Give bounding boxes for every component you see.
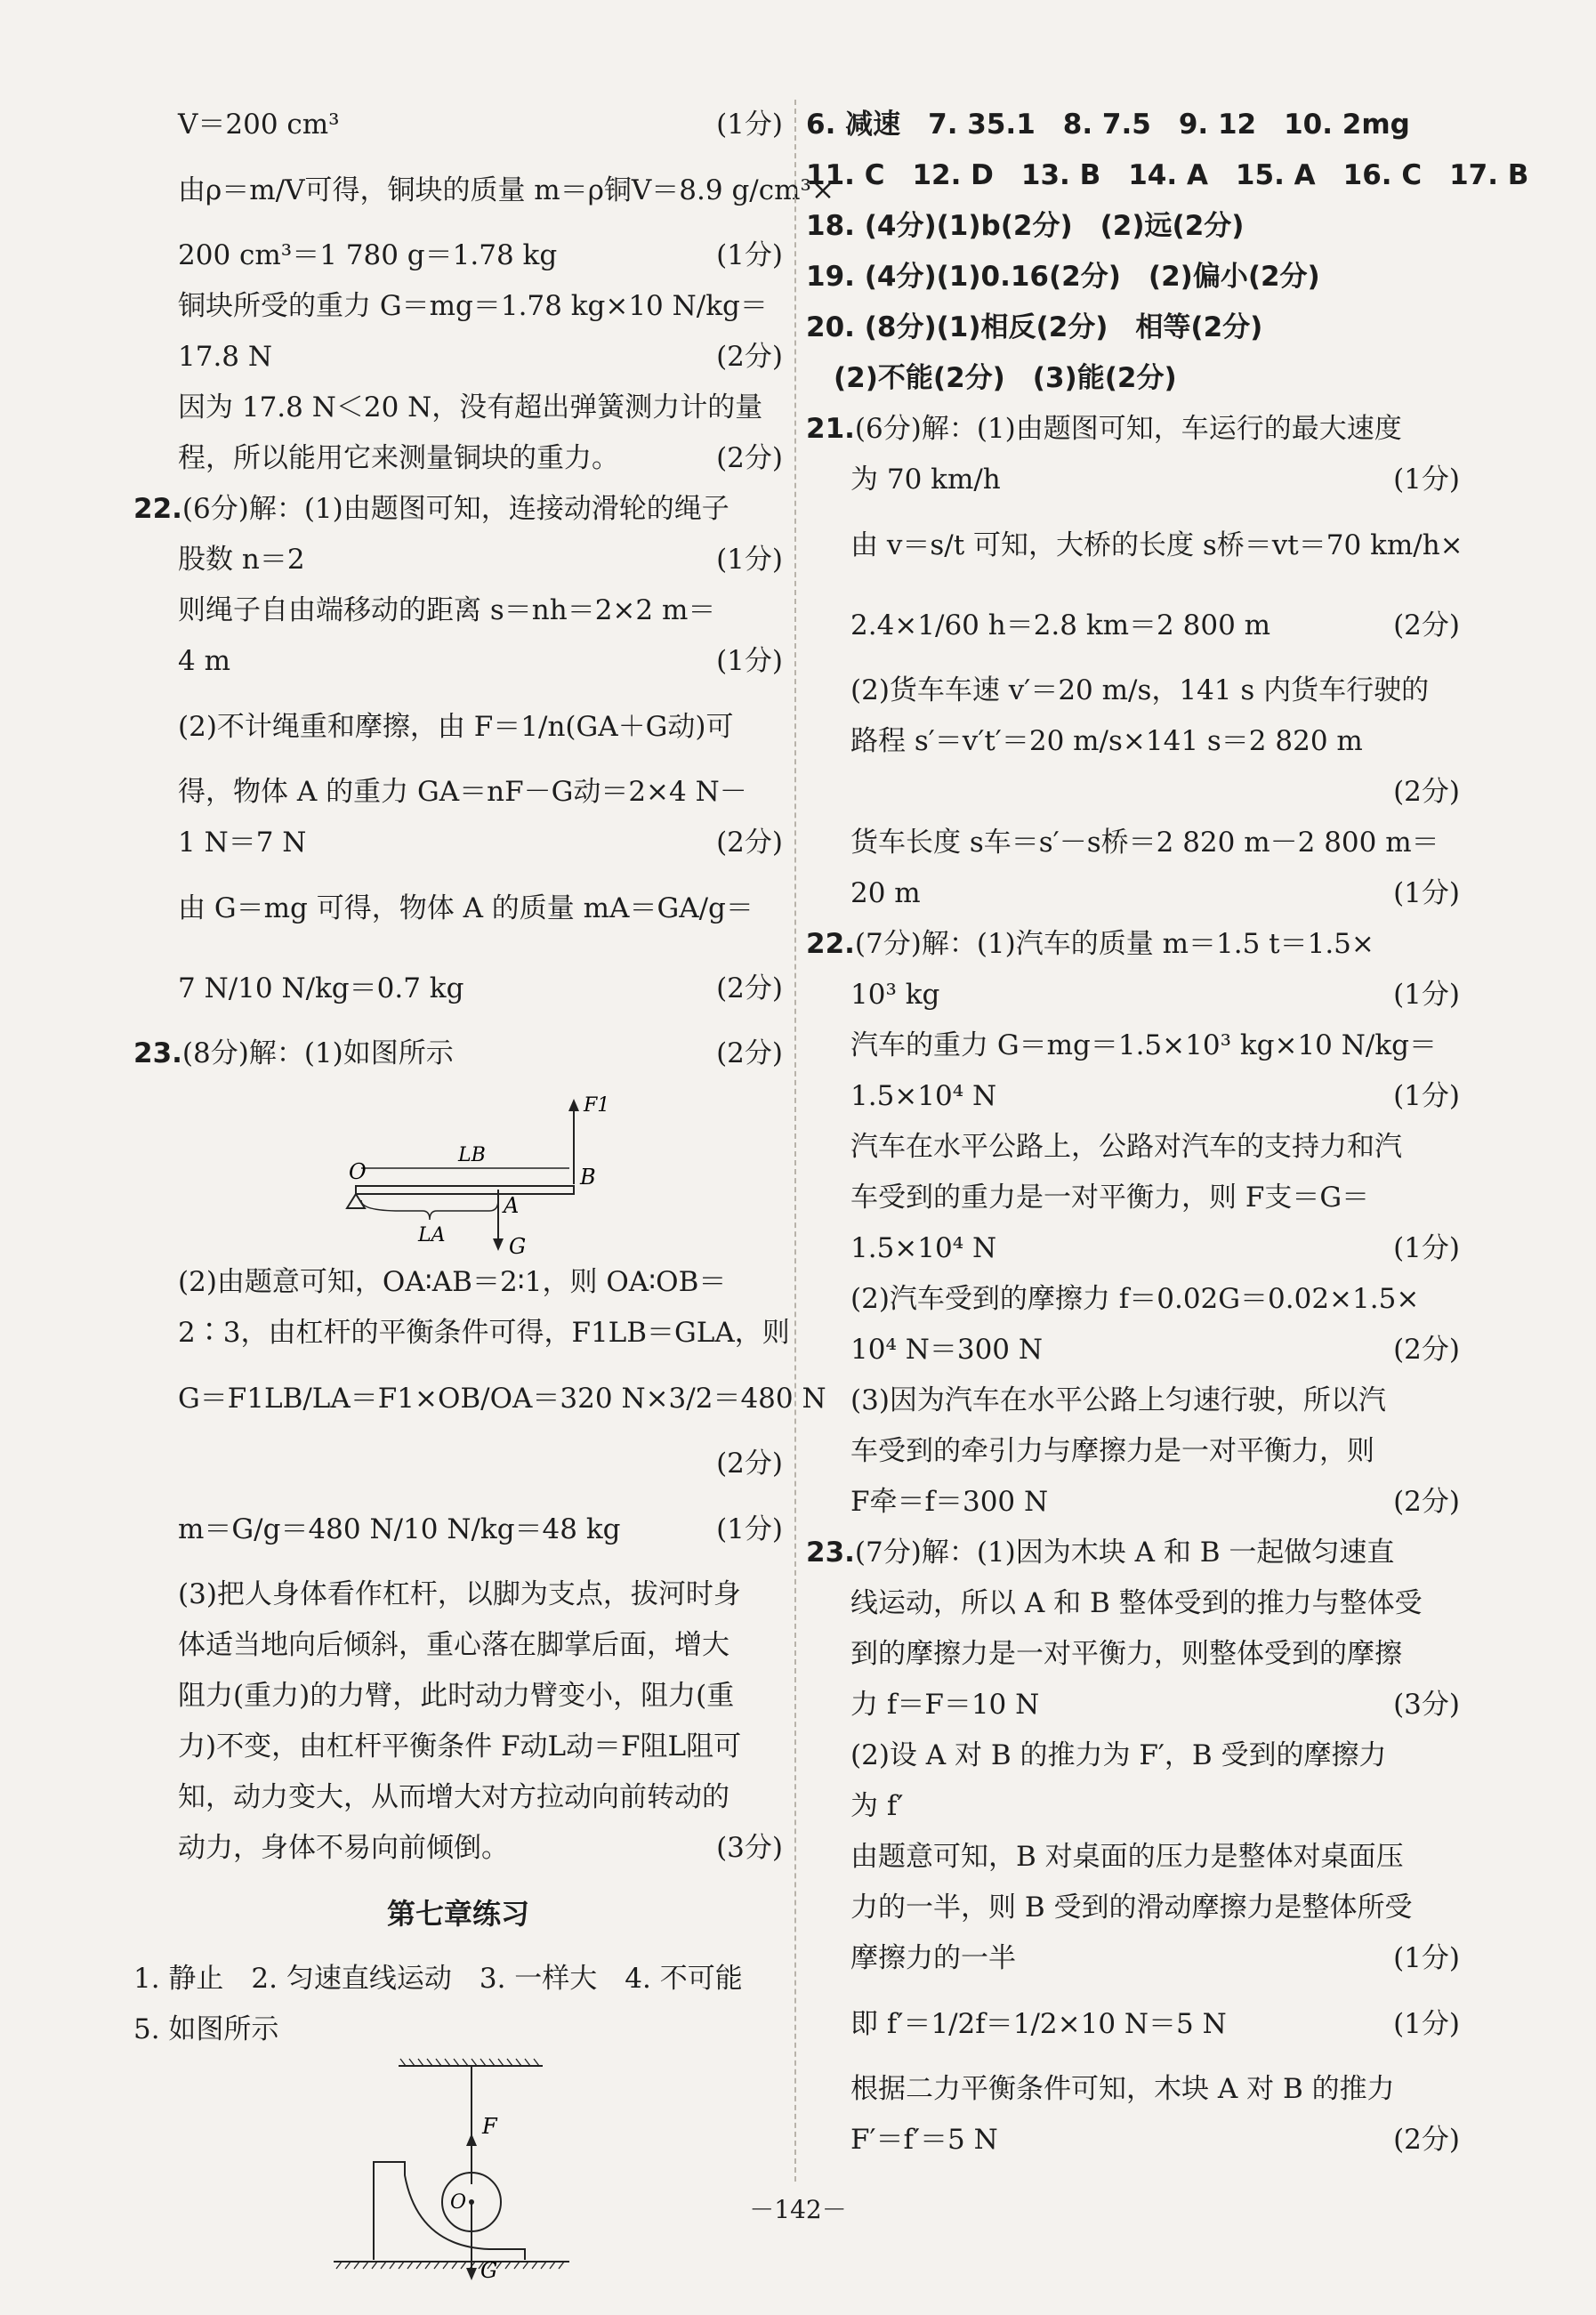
line-text: 由 v＝s/t 可知，大桥的长度 s桥＝vt＝70 km/h× [850, 529, 1463, 561]
question-number: 22. [806, 928, 855, 960]
text-line [133, 383, 783, 433]
score-label: (1分) [716, 1513, 783, 1545]
text-line [806, 505, 1463, 585]
line-text: 1.5×10⁴ N [850, 1080, 997, 1112]
text-line [806, 353, 1460, 404]
right-column [806, 100, 1529, 2166]
score-label: (2分) [716, 1037, 783, 1069]
line-text: 1.5×10⁴ N [850, 1232, 997, 1264]
text-line [133, 1671, 783, 1722]
line-text: (2)由题意可知，OA∶AB＝2∶1，则 OA∶OB＝ [178, 1266, 727, 1298]
line-text: 程，所以能用它来测量铜块的重力。 [178, 442, 619, 474]
label-G2: G [480, 2258, 498, 2283]
line-text: (7分)解：(1)汽车的质量 m＝1.5 t＝1.5× [854, 928, 1374, 960]
score-label: (1分) [716, 645, 783, 677]
line-text: 路程 s′＝v′t′＝20 m/s×141 s＝2 820 m [850, 725, 1363, 757]
text-line [133, 1359, 826, 1439]
line-text: 汽车在水平公路上，公路对汽车的支持力和汽 [850, 1131, 1402, 1163]
text-line [806, 1477, 1460, 1528]
score-label: (2分) [1393, 1486, 1460, 1518]
line-text: 2.4×1/60 h＝2.8 km＝2 800 m [850, 609, 1271, 641]
line-text: 货车长度 s车＝s′－s桥＝2 820 m－2 800 m＝ [850, 827, 1439, 859]
line-text: (6分)解：(1)由题图可知，连接动滑轮的绳子 [181, 493, 729, 525]
line-text: (6分)解：(1)由题图可知，车运行的最大速度 [854, 413, 1402, 445]
text-line [806, 252, 1460, 302]
text-line [133, 1620, 783, 1671]
line-text: 2∶3，由杠杆的平衡条件可得，F1LB＝GLA，则 [178, 1317, 790, 1349]
text-line [133, 1569, 783, 1620]
line-text: F牵＝f＝300 N [850, 1486, 1049, 1518]
text-line [806, 970, 1460, 1020]
label-F: F [482, 2114, 497, 2139]
question-number: 23. [133, 1037, 182, 1069]
ball-force-diagram [133, 2055, 783, 2287]
text-line [806, 1020, 1460, 1071]
line-text: (2)不计绳重和摩擦，由 F＝1/n(GA＋G动)可 [178, 711, 734, 743]
text-line [133, 767, 783, 818]
text-line [806, 919, 1460, 970]
score-label: (1分) [716, 109, 783, 141]
line-text: 17.8 N [178, 341, 273, 373]
line-text: 20 m [850, 877, 921, 909]
text-line [133, 230, 783, 281]
text-line [133, 281, 783, 332]
text-line [806, 1933, 1460, 1984]
label-A: A [504, 1193, 520, 1218]
score-label: (2分) [716, 1448, 783, 1480]
line-text: 11. C 12. D 13. B 14. A 15. A 16. C 17. B [806, 159, 1529, 191]
text-line [806, 1629, 1460, 1680]
line-text: 到的摩擦力是一对平衡力，则整体受到的摩擦 [850, 1638, 1402, 1670]
line-text: 摩擦力的一半 [850, 1942, 1016, 1974]
text-line [133, 1308, 790, 1359]
text-line [133, 2004, 783, 2055]
column-divider [794, 100, 796, 2182]
text-line [133, 150, 834, 230]
score-label: (2分) [716, 972, 783, 1004]
line-text: 6. 减速 7. 35.1 8. 7.5 9. 12 10. 2mg [806, 109, 1410, 141]
line-text: 由 G＝mg 可得，物体 A 的质量 mA＝GA/g＝ [178, 892, 754, 924]
line-text: G＝F1LB/LA＝F1×OB/OA＝320 N×3/2＝480 N [178, 1383, 826, 1415]
line-text: 力的一半，则 B 受到的滑动摩擦力是整体所受 [850, 1892, 1413, 1924]
line-text: 1. 静止 2. 匀速直线运动 3. 一样大 4. 不可能 [133, 1963, 743, 1995]
line-text: 铜块所受的重力 G＝mg＝1.78 kg×10 N/kg＝ [178, 290, 768, 322]
line-text: 为 f′ [850, 1790, 904, 1822]
text-line [806, 1680, 1460, 1730]
line-text: (2)汽车受到的摩擦力 f＝0.02G＝0.02×1.5× [850, 1283, 1420, 1315]
line-text: 为 70 km/h [850, 464, 1001, 496]
text-line [806, 100, 1460, 150]
line-text: V＝200 cm³ [178, 109, 340, 141]
label-O2: O [450, 2191, 467, 2214]
line-text: 5. 如图所示 [133, 2013, 279, 2045]
text-line [806, 1984, 1460, 2064]
text-line [806, 201, 1460, 252]
line-text: 200 cm³＝1 780 g＝1.78 kg [178, 239, 558, 271]
line-text: 7 N/10 N/kg＝0.7 kg [178, 972, 464, 1004]
label-B: B [580, 1165, 596, 1190]
text-line [806, 665, 1460, 716]
text-line [806, 150, 1529, 201]
text-line [806, 818, 1460, 868]
text-line [133, 1257, 783, 1308]
line-text: F′＝f′＝5 N [850, 2124, 998, 2156]
text-line [806, 1781, 1460, 1832]
line-text: 即 f′＝1/2f＝1/2×10 N＝5 N [850, 2008, 1227, 2040]
line-text: 汽车的重力 G＝mg＝1.5×10³ kg×10 N/kg＝ [850, 1029, 1437, 1061]
text-line [133, 1489, 783, 1569]
line-text: 动力，身体不易向前倾倒。 [178, 1832, 509, 1864]
line-text: 阻力(重力)的力臂，此时动力臂变小，阻力(重 [178, 1680, 735, 1712]
line-text: 车受到的牵引力与摩擦力是一对平衡力，则 [850, 1435, 1374, 1467]
text-line [133, 585, 783, 636]
score-label: (2分) [1393, 1334, 1460, 1366]
line-text: 4 m [178, 645, 230, 677]
text-line [806, 1578, 1460, 1629]
score-label: (1分) [1393, 1080, 1460, 1112]
text-line [133, 535, 783, 585]
line-text: 20. (8分)(1)相反(2分) 相等(2分) [806, 311, 1263, 343]
text-line [133, 484, 783, 535]
score-label: (2分) [716, 827, 783, 859]
question-number: 21. [806, 413, 855, 445]
line-text: 得，物体 A 的重力 GA＝nF－G动＝2×4 N－ [178, 776, 747, 808]
line-text: 车受到的重力是一对平衡力，则 F支＝G＝ [850, 1182, 1370, 1214]
text-line [806, 1528, 1460, 1578]
score-label: (3分) [1393, 1689, 1460, 1721]
text-line [806, 716, 1460, 767]
text-line [806, 302, 1460, 353]
score-label: (1分) [716, 239, 783, 271]
text-line [133, 948, 783, 1028]
line-text: 力)不变，由杠杆平衡条件 F动L动＝F阻L阻可 [178, 1730, 742, 1762]
text-line [133, 1439, 783, 1489]
text-line [133, 1954, 783, 2004]
text-line [133, 433, 783, 484]
text-line [806, 1071, 1460, 1122]
score-label: (2分) [1393, 609, 1460, 641]
score-label: (2分) [716, 442, 783, 474]
text-line [806, 1730, 1460, 1781]
text-line [133, 1028, 783, 1079]
score-label: (2分) [1393, 776, 1460, 808]
text-line [133, 100, 783, 150]
text-line [133, 1823, 783, 1874]
text-line [133, 687, 783, 767]
text-line [133, 332, 783, 383]
line-text: (2)设 A 对 B 的推力为 F′，B 受到的摩擦力 [850, 1739, 1387, 1771]
text-line [806, 1122, 1460, 1173]
line-text: 体适当地向后倾斜，重心落在脚掌后面，增大 [178, 1629, 729, 1661]
line-text: 19. (4分)(1)0.16(2分) (2)偏小(2分) [806, 261, 1320, 293]
score-label: (1分) [1393, 2008, 1460, 2040]
line-text: 则绳子自由端移动的距离 s＝nh＝2×2 m＝ [178, 594, 716, 626]
score-label: (2分) [716, 341, 783, 373]
line-text: 18. (4分)(1)b(2分) (2)远(2分) [806, 210, 1245, 242]
line-text: (3)把人身体看作杠杆，以脚为支点，拔河时身 [178, 1578, 741, 1610]
score-label: (1分) [716, 544, 783, 576]
label-LA: LA [418, 1224, 446, 1246]
line-text: 1 N＝7 N [178, 827, 307, 859]
text-line [133, 636, 783, 687]
score-label: (1分) [1393, 464, 1460, 496]
question-number: 23. [806, 1537, 855, 1569]
text-line [133, 818, 783, 868]
line-text: (2)货车车速 v′＝20 m/s，141 s 内货车行驶的 [850, 674, 1430, 706]
score-label: (3分) [716, 1832, 783, 1864]
line-text: 由ρ＝m/V可得，铜块的质量 m＝ρ铜V＝8.9 g/cm³× [178, 174, 834, 206]
line-text: 力 f＝F＝10 N [850, 1689, 1040, 1721]
line-text: (3)因为汽车在水平公路上匀速行驶，所以汽 [850, 1384, 1386, 1416]
score-label: (1分) [1393, 979, 1460, 1011]
text-line [806, 2115, 1460, 2166]
lever-diagram [133, 1079, 783, 1257]
text-line [806, 455, 1460, 505]
score-label: (2分) [1393, 2124, 1460, 2156]
text-line [806, 1325, 1460, 1375]
line-text: 10⁴ N＝300 N [850, 1334, 1044, 1366]
chapter-title: 第七章练习 [386, 1897, 529, 1931]
text-line [806, 1426, 1460, 1477]
score-label: (1分) [1393, 1232, 1460, 1264]
text-line [806, 2064, 1460, 2115]
text-line [133, 1772, 783, 1823]
line-text: 股数 n＝2 [178, 544, 305, 576]
line-text: 根据二力平衡条件可知，木块 A 对 B 的推力 [850, 2073, 1395, 2105]
text-line [806, 1173, 1460, 1223]
text-line [133, 868, 783, 948]
line-text: m＝G/g＝480 N/10 N/kg＝48 kg [178, 1513, 621, 1545]
text-line [806, 585, 1460, 665]
text-line [133, 1722, 783, 1772]
text-line [806, 1375, 1460, 1426]
line-text: 因为 17.8 N＜20 N，没有超出弹簧测力计的量 [178, 391, 763, 423]
text-line [806, 767, 1460, 818]
line-text: (8分)解：(1)如图所示 [181, 1037, 454, 1069]
text-line [806, 1274, 1460, 1325]
question-number: 22. [133, 493, 182, 525]
text-line [806, 868, 1460, 919]
text-line [806, 1223, 1460, 1274]
text-line [806, 1883, 1460, 1933]
label-LB: LB [458, 1144, 486, 1166]
line-text: 10³ kg [850, 979, 940, 1011]
line-text: (7分)解：(1)因为木块 A 和 B 一起做匀速直 [854, 1537, 1395, 1569]
label-O: O [349, 1159, 367, 1184]
score-label: (1分) [1393, 877, 1460, 909]
line-text: 知，动力变大，从而增大对方拉动向前转动的 [178, 1781, 729, 1813]
line-text: 由题意可知，B 对桌面的压力是整体对桌面压 [850, 1841, 1404, 1873]
line-text: (2)不能(2分) (3)能(2分) [806, 362, 1177, 394]
label-G: G [509, 1234, 527, 1257]
page-number: －142－ [749, 2195, 847, 2224]
line-text: 线运动，所以 A 和 B 整体受到的推力与整体受 [850, 1587, 1423, 1619]
score-label: (1分) [1393, 1942, 1460, 1974]
text-line [806, 1832, 1460, 1883]
text-line [806, 404, 1460, 455]
label-F1: F1 [584, 1094, 610, 1117]
